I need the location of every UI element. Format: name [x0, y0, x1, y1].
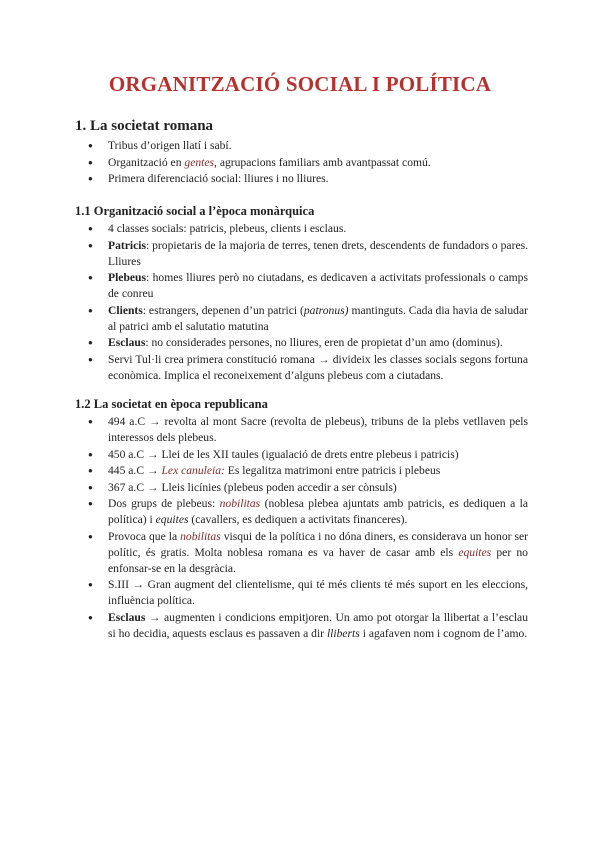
page-title: ORGANITZACIÓ SOCIAL I POLÍTICA — [108, 72, 492, 96]
section-1-list — [108, 138, 528, 188]
list-item: ● Esclaus: no considerades persones, no lliures, eren de propietat d’un amo (dominus). — [108, 335, 528, 351]
list-item: ● Clients: estrangers, depenen d’un patrici (patronus) mantinguts. Cada dia havia de saludar al patrici amb el salutatio matutina — [108, 303, 528, 335]
section-heading-1: 1. La societat romana — [75, 118, 214, 134]
list-item: ● Primera diferenciació social: lliures i no lliures. — [108, 171, 528, 187]
list-item: ● 494 a.C → revolta al mont Sacre (revolta de plebeus), tribuns de la plebs vetllaven pels interessos dels plebeus. — [108, 414, 528, 446]
list-item: ● Dos grups de plebeus: nobilitas (noblesa plebea ajuntats amb patricis, es dediquen a la política) i equites (cavallers, es dediquen a activitats financeres). — [108, 496, 528, 528]
list-item: ● Patricis: propietaris de la majoria de terres, tenen drets, descendents de fundadors o pares. Lliures — [108, 238, 528, 270]
section-heading-1-2: 1.2 La societat en època republicana — [75, 397, 268, 411]
list-item: ● Servi Tul·li crea primera constitució romana → divideix les classes socials segons fortuna econòmica. Implica el reconeixement d’alguns plebeus com a ciutadans. — [108, 352, 528, 384]
list-item: ● 367 a.C → Lleis licínies (plebeus poden accedir a ser cònsuls) — [108, 480, 528, 496]
list-item: ● S.III → Gran augment del clientelisme, qui té més clients té més suport en les eleccions, influència política. — [108, 577, 528, 609]
list-item: ● Organització en gentes, agrupacions familiars amb avantpassat comú. — [108, 155, 528, 171]
section-1-1-list — [108, 221, 528, 384]
list-item: ● Tribus d’origen llatí i sabí. — [108, 138, 528, 154]
list-item: ● 450 a.C → Llei de les XII taules (igualació de drets entre plebeus i patricis) — [108, 447, 528, 463]
list-item: ● Plebeus: homes lliures però no ciutadans, es dedicaven a activitats professionals o camps de conreu — [108, 270, 528, 302]
section-heading-1-1: 1.1 Organització social a l’època monàrquica — [75, 204, 315, 218]
section-1-2-list — [108, 414, 528, 642]
list-item: ● 4 classes socials: patricis, plebeus, clients i esclaus. — [108, 221, 528, 237]
list-item: ● Provoca que la nobilitas visqui de la política i no dóna diners, es considerava un honor ser polític, és gratis. Molta noblesa romana es va haver de casar amb els equites per no enfonsar-se en la desgràcia. — [108, 529, 528, 577]
list-item: ● 445 a.C → Lex canuleia: Es legalitza matrimoni entre patricis i plebeus — [108, 463, 528, 479]
list-item: ● Esclaus → augmenten i condicions empitjoren. Un amo pot otorgar la llibertat a l’esclau si ho decidia, aquests esclaus es passaven a dir lliberts i agafaven nom i cognom de l’amo. — [108, 610, 528, 642]
